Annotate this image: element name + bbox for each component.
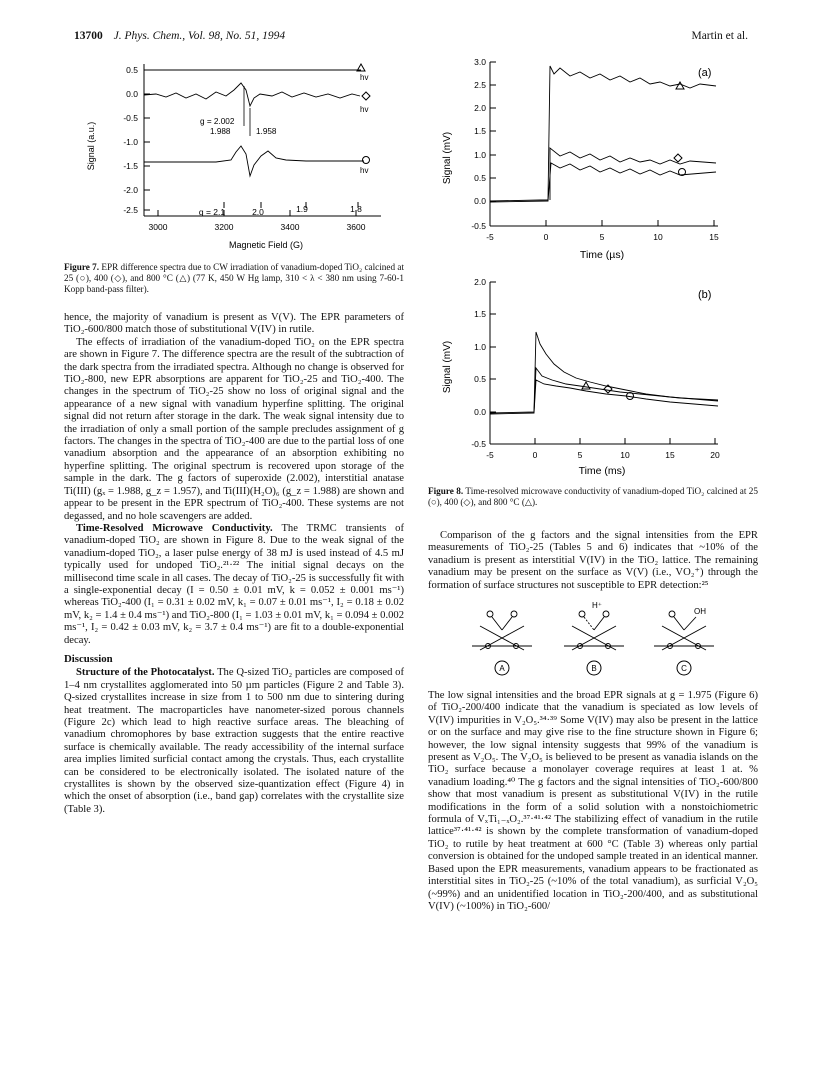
hv-label: hv — [360, 166, 369, 175]
structure-b — [564, 611, 624, 650]
annotation-g-2002: g = 2.002 — [200, 117, 235, 126]
right-column-text-top — [428, 530, 758, 592]
y-tick-label: -2.5 — [123, 205, 138, 215]
running-header — [74, 30, 285, 42]
x-tick-label: 0 — [543, 232, 549, 242]
triangle-marker — [582, 382, 590, 389]
panel-label: (b) — [698, 289, 712, 301]
y-tick-label: 0.0 — [474, 407, 486, 417]
y-tick-label: 0.0 — [474, 196, 486, 206]
x-tick-label: 20 — [710, 450, 720, 460]
caption-label: Figure 7. — [64, 262, 100, 272]
annotation-g-1988: 1.988 — [210, 127, 231, 136]
x-tick-label: 5 — [577, 450, 583, 460]
journal-citation: J. Phys. Chem., Vol. 98, No. 51, 1994 — [113, 30, 286, 42]
surface-structures — [440, 598, 740, 678]
y-tick-label: 2.0 — [474, 103, 486, 113]
figure-8a-trmc-us — [430, 48, 730, 270]
g-tick-label: 2.0 — [252, 207, 264, 217]
figure-8b-trmc-ms — [430, 272, 730, 484]
y-tick-label: 1.5 — [474, 309, 486, 319]
left-column-text — [64, 312, 404, 816]
panel-label: (a) — [698, 67, 712, 79]
paragraph-heading: Structure of the Photocatalyst. — [76, 667, 215, 679]
y-tick-label: -2.0 — [123, 185, 138, 195]
x-tick-label: 3600 — [346, 222, 366, 232]
y-tick-label: 0.0 — [126, 89, 138, 99]
figure-7-caption — [64, 262, 404, 295]
spectrum-diamond — [144, 83, 360, 106]
caption-text: EPR difference spectra due to CW irradiation of vanadium-doped TiO₂ calcined at 25 (○), 400 (◇), and 800 °C (△) (77 K, 450 W Hg lamp, 310 < λ < 380 nm using 7-60-1 Kopp band-pass filter). — [64, 262, 404, 294]
structure-label-a: A — [499, 664, 505, 673]
x-tick-label: 10 — [653, 232, 663, 242]
x-tick-label: 0 — [532, 450, 538, 460]
x-tick-label: 3400 — [280, 222, 300, 232]
y-tick-label: 0.5 — [126, 65, 138, 75]
caption-label: Figure 8. — [428, 486, 464, 496]
structure-label-c: C — [681, 664, 687, 673]
figure-7-epr-spectra — [76, 50, 396, 262]
x-tick-label: 10 — [620, 450, 630, 460]
y-tick-label: -0.5 — [471, 439, 486, 449]
y-axis-label: Signal (mV) — [442, 131, 453, 185]
y-tick-label: -1.0 — [123, 137, 138, 147]
annotation-g-1958: 1.958 — [256, 127, 277, 136]
diamond-marker — [674, 154, 682, 162]
x-tick-label: 5 — [599, 232, 605, 242]
x-tick-label: -5 — [486, 232, 494, 242]
structure-a — [472, 611, 532, 650]
section-heading: Discussion — [64, 652, 113, 665]
page-number: 13700 — [74, 30, 103, 42]
hv-label: hv — [360, 73, 369, 82]
trace-triangle — [490, 332, 718, 413]
h-plus-label: H⁺ — [592, 601, 602, 610]
structure-label-b: B — [591, 664, 597, 673]
hv-label: hv — [360, 105, 369, 114]
y-axis-label: Signal (mV) — [442, 340, 453, 394]
paragraph: The Q-sized TiO₂ particles are composed of 1–4 nm crystallites agglomerated into 50 µm particles (Figure 2 and Table 3). Q-sized crystallites increase in size from 1 to 500 nm due to sintering during heat treatment. The macroparticles have nanometer-sized porous channels (Figure 2c) which lead to high reactive surface areas. The bleaching of vanadium chromophores by base extraction suggests that the entire reactive surface is chemically available. The ready accessibility of the internal surface area implies limited surficial contact among the crystals. Thus, each crystallite can be considered to be electronically isolated. The isolated nature of the crystallites is shown by the observed size-quantization effect (Figure 4) in which the onset of absorption (i.e., band gap) correlates with the crystallite size (Table 3). — [64, 667, 404, 815]
x-axis-label: Time (µs) — [579, 249, 625, 261]
y-tick-label: 2.5 — [474, 80, 486, 90]
paragraph: Comparison of the g factors and the signal intensities from the EPR measurements of TiO₂-25 (Tables 5 and 6) indicates that ~10% of the vanadium is present as interstitial V(IV) in the TiO₂ lattice. The remaining vanadium may be present on the surface as V(V) (i.e., VO₂⁺) through the formation of surface structures not susceptible to EPR detection:²⁵ — [428, 530, 758, 591]
x-tick-label: 3000 — [148, 222, 168, 232]
paragraph: The low signal intensities and the broad EPR signals at g = 1.975 (Figure 6) of TiO₂-200/400 indicate that the vanadium is speciated as low levels of V(IV) impurities in V₂O₅.³⁴·³⁹ Some V(IV) may also be present in the lattice or on the surface and may give rise to the fine structure shown in Figure 6; however, the low signal intensity suggests that 99% of the vanadium is present as V₂O₅. The V₂O₅ is believed to be present as vanadia islands on the TiO₂ surface because a monolayer coverage requires at least 1 at. % vanadium loading.⁴⁰ The g factors and the signal intensities of TiO₂-600/800 show that most vanadium is present as substitutional V(IV) in the rutile modifications in the form of a solid solution with a nonstoichiometric formula of VₓTi₁₋ₓO₂.³⁷·⁴¹·⁴² The stabilizing effect of vanadium in the rutile lattice³⁷·⁴¹·⁴² is shown by the complete transformation of vanadium-doped TiO₂ to rutile by heat treatment at 600 °C (Table 3) whereas only partial conversion is obtained for the undoped sample treated in an identical manner. Based upon the EPR measurements, vanadium appears to be fractionated as interstitial sites in TiO₂-25 (~10% of the total vanadium), as surficial V₂O₅ (~99%) and an unidentified location in TiO₂-200/400, and as substitutional V(IV) (~100%) in TiO₂-600/ — [428, 690, 758, 912]
paragraph: The effects of irradiation of the vanadium-doped TiO₂ on the EPR spectra are shown in Figure 7. The difference spectra are the result of the subtraction of the dark spectra from the irradiated spectra. Although no change is observed for TiO₂-800, new EPR absorptions are apparent for TiO₂-25 and TiO₂-400. The changes in the spectrum of TiO₂-25 show no loss of original signal and the appearance of a new signal with vanadium hyperfine splitting. The original signal did not return after storage in the dark. The weak signal intensity due to the irradiation of only a small portion of the sample precludes assignment of g factors. The changes in the spectra of TiO₂-400 are due to the partial loss of one vanadium absorption and the appearance of an absorption exhibiting no hyperfine splitting. The original spectrum is recovered upon storage of the sample in the dark. The g factors of superoxide (2.002), interstitial anatase Ti(III) (gₓ = 1.988, g_z = 1.957), and Ti(III)(H₂O)₆ (g_z = 1.988) are shown and appear to be present in the EPR spectrum of TiO₂-400. These systems are not degassed, and no hole scavengers are added. — [64, 336, 404, 522]
paragraph-heading: Time-Resolved Microwave Conductivity. — [76, 522, 273, 534]
x-tick-label: 3200 — [214, 222, 234, 232]
x-axis-label: Time (ms) — [578, 465, 626, 477]
right-column-text-bottom — [428, 690, 758, 913]
y-tick-label: 0.5 — [474, 173, 486, 183]
y-tick-label: 1.5 — [474, 126, 486, 136]
x-axis-label: Magnetic Field (G) — [228, 240, 304, 250]
y-tick-label: -0.5 — [471, 221, 486, 231]
g-tick-label: 1.8 — [350, 204, 362, 214]
figure-8-caption — [428, 486, 758, 508]
structure-c — [654, 611, 714, 650]
diamond-marker — [362, 92, 370, 100]
caption-text: Time-resolved microwave conductivity of vanadium-doped TiO₂ calcined at 25 (○), 400 (◇), and 800 °C (△). — [428, 486, 758, 507]
header-authors: Martin et al. — [691, 30, 748, 42]
g-tick-label: g = 2.1 — [198, 207, 226, 217]
y-tick-label: 1.0 — [474, 150, 486, 160]
circle-marker — [363, 157, 370, 164]
y-tick-label: -0.5 — [123, 113, 138, 123]
y-tick-label: -1.5 — [123, 161, 138, 171]
y-tick-label: 2.0 — [474, 277, 486, 287]
x-tick-label: 15 — [709, 232, 719, 242]
paragraph: hence, the majority of vanadium is present as V(V). The EPR parameters of TiO₂-600/800 match those of substitutional V(IV) in rutile. — [64, 312, 404, 336]
y-tick-label: 1.0 — [474, 342, 486, 352]
y-tick-label: 0.5 — [474, 374, 486, 384]
y-axis-label: Signal (a.u.) — [86, 121, 96, 171]
paragraph: The TRMC transients of vanadium-doped TiO₂ are shown in Figure 8. Due to the weak signal of the vanadium-doped TiO₂, a laser pulse energy of 38 mJ is used instead of 4.5 mJ typically used for undoped TiO₂.²¹·²² The initial signal decays on the millisecond time scale in all cases. The decay of TiO₂-25 is successfully fit with a single-exponential decay (I = 0.50 ± 0.01 mV, k = 0.052 ± 0.001 ms⁻¹) whereas TiO₂-400 (I₁ = 0.31 ± 0.02 mV, k₁ = 0.07 ± 0.01 ms⁻¹, I₂ = 0.18 ± 0.02 mV, k₂ = 1.4 ± 0.4 ms⁻¹) and TiO₂-800 (I₁ = 1.03 ± 0.01 mV, k₁ = 0.094 ± 0.002 ms⁻¹, I₂ = 0.42 ± 0.03 mV, k₂ = 3.7 ± 0.4 ms⁻¹) are fit to a double-exponential decay. — [64, 522, 404, 646]
x-tick-label: -5 — [486, 450, 494, 460]
y-tick-label: 3.0 — [474, 57, 486, 67]
x-tick-label: 15 — [665, 450, 675, 460]
oh-label: OH — [694, 607, 706, 616]
g-tick-label: 1.9 — [296, 204, 308, 214]
spectrum-circle — [144, 146, 364, 176]
